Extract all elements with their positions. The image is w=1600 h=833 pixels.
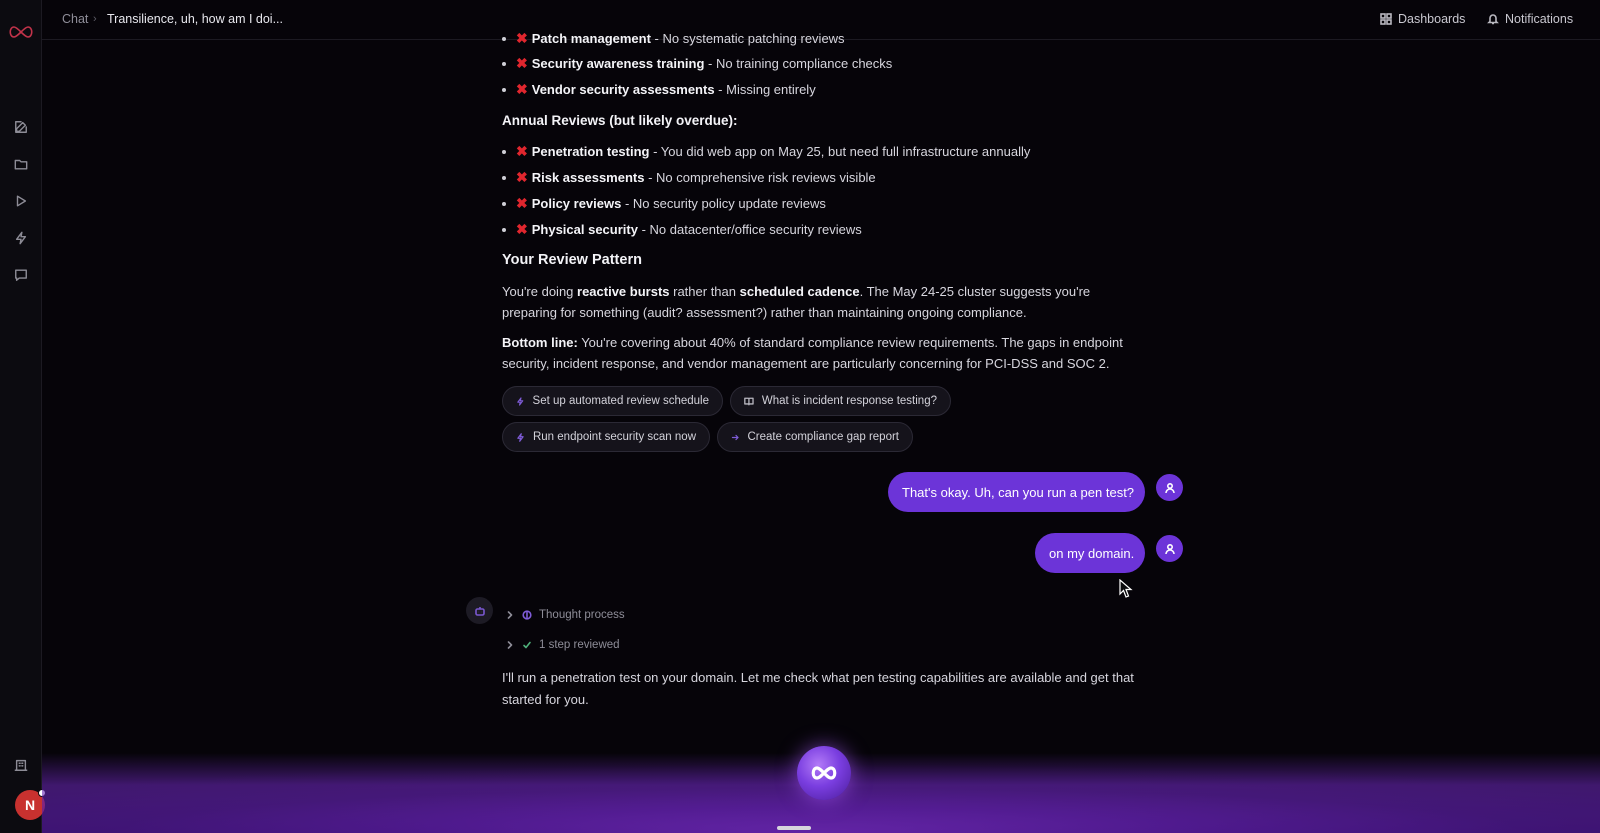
bolt-icon bbox=[516, 396, 525, 407]
list-item: ✖ Security awareness training - No training compliance checks bbox=[502, 53, 892, 75]
play-icon bbox=[14, 194, 28, 208]
dashboards-label: Dashboards bbox=[1398, 12, 1466, 26]
chevron-right-icon bbox=[505, 610, 515, 620]
assistant-avatar bbox=[466, 597, 493, 624]
brain-icon bbox=[522, 610, 532, 620]
cross-icon: ✖ bbox=[516, 195, 528, 211]
home-indicator bbox=[777, 826, 811, 830]
user-icon bbox=[1164, 543, 1176, 555]
check-icon bbox=[522, 640, 532, 650]
pattern-paragraph-line1: You're doing reactive bursts rather than scheduled cadence. The May 24-25 cluster suggests you're bbox=[502, 284, 1091, 299]
arrow-right-icon bbox=[731, 432, 740, 443]
user-message: on my domain. bbox=[1035, 533, 1145, 573]
chip-label: Create compliance gap report bbox=[747, 431, 899, 443]
automations-button[interactable] bbox=[11, 228, 31, 248]
folder-icon bbox=[14, 157, 28, 171]
bottom-line-line1: Bottom line: You're covering about 40% of standard compliance review requirements. The gaps in endpoint bbox=[502, 335, 1123, 350]
list-item: ✖ Vendor security assessments - Missing entirely bbox=[502, 79, 816, 101]
grid-icon bbox=[1380, 13, 1392, 25]
status-dot bbox=[38, 789, 46, 797]
voice-assistant-button[interactable] bbox=[797, 746, 851, 800]
cross-icon: ✖ bbox=[516, 169, 528, 185]
suggestion-chip-incident-response[interactable] bbox=[730, 386, 951, 416]
bolt-icon bbox=[14, 231, 28, 245]
list-item: ✖ Penetration testing - You did web app on May 25, but need full infrastructure annually bbox=[502, 141, 1030, 163]
user-avatar[interactable] bbox=[15, 790, 45, 820]
suggestion-chip-gap-report[interactable] bbox=[717, 422, 913, 452]
avatar-initial: N bbox=[24, 797, 36, 813]
pattern-paragraph-line2: preparing for something (audit? assessment?) rather than maintaining ongoing compliance. bbox=[502, 305, 1027, 320]
thought-process-label: Thought process bbox=[539, 609, 625, 621]
message-icon bbox=[14, 268, 28, 282]
user-message: That's okay. Uh, can you run a pen test? bbox=[888, 472, 1145, 512]
list-item: ✖ Policy reviews - No security policy update reviews bbox=[502, 193, 826, 215]
edit-icon bbox=[14, 120, 28, 134]
chip-label: What is incident response testing? bbox=[761, 395, 937, 407]
breadcrumb-chat[interactable]: Chat bbox=[62, 12, 89, 26]
thought-process-toggle[interactable] bbox=[505, 609, 625, 621]
building-icon bbox=[14, 758, 28, 772]
infinity-logo[interactable] bbox=[7, 25, 35, 39]
sidebar bbox=[0, 0, 42, 833]
list-item: ✖ Physical security - No datacenter/office security reviews bbox=[502, 219, 862, 241]
messages-button[interactable] bbox=[11, 265, 31, 285]
steps-reviewed-toggle[interactable] bbox=[505, 639, 620, 651]
review-pattern-heading: Your Review Pattern bbox=[502, 252, 642, 268]
dashboards-link[interactable] bbox=[1380, 12, 1465, 26]
projects-button[interactable] bbox=[11, 154, 31, 174]
new-chat-button[interactable] bbox=[11, 117, 31, 137]
bottom-line-line2: security, incident response, and vendor management are particularly concerning for PCI-DSS and SOC 2. bbox=[502, 356, 1110, 371]
chevron-right-icon bbox=[505, 640, 515, 650]
notifications-link[interactable] bbox=[1487, 12, 1573, 26]
user-avatar-small bbox=[1156, 535, 1183, 562]
mouse-cursor-icon bbox=[1119, 579, 1133, 599]
bolt-icon bbox=[516, 432, 525, 443]
breadcrumb-title: Transilience, uh, how am I doi... bbox=[107, 12, 284, 26]
annual-reviews-heading: Annual Reviews (but likely overdue): bbox=[502, 113, 738, 128]
suggestion-chip-review-schedule[interactable] bbox=[502, 386, 723, 416]
robot-icon bbox=[474, 605, 486, 617]
cross-icon: ✖ bbox=[516, 81, 528, 97]
chevron-right-icon: › bbox=[93, 13, 97, 25]
cross-icon: ✖ bbox=[516, 221, 528, 237]
cross-icon: ✖ bbox=[516, 143, 528, 159]
cross-icon: ✖ bbox=[516, 30, 528, 46]
user-icon bbox=[1164, 482, 1176, 494]
chip-label: Set up automated review schedule bbox=[532, 395, 709, 407]
list-item: ✖ Risk assessments - No comprehensive risk reviews visible bbox=[502, 167, 876, 189]
assistant-reply: I'll run a penetration test on your domain. Let me check what pen testing capabilities are available and get that started for you. bbox=[502, 670, 1134, 707]
runs-button[interactable] bbox=[11, 191, 31, 211]
cross-icon: ✖ bbox=[516, 55, 528, 71]
suggestion-chip-endpoint-scan[interactable] bbox=[502, 422, 710, 452]
user-avatar-small bbox=[1156, 474, 1183, 501]
infinity-icon bbox=[809, 765, 839, 781]
steps-reviewed-label: 1 step reviewed bbox=[539, 639, 620, 651]
book-icon bbox=[744, 396, 754, 407]
notifications-label: Notifications bbox=[1505, 12, 1574, 26]
bell-icon bbox=[1487, 13, 1499, 25]
chip-label: Run endpoint security scan now bbox=[532, 431, 696, 443]
organization-button[interactable] bbox=[11, 755, 31, 775]
list-item: ✖ Patch management - No systematic patching reviews bbox=[502, 28, 845, 50]
